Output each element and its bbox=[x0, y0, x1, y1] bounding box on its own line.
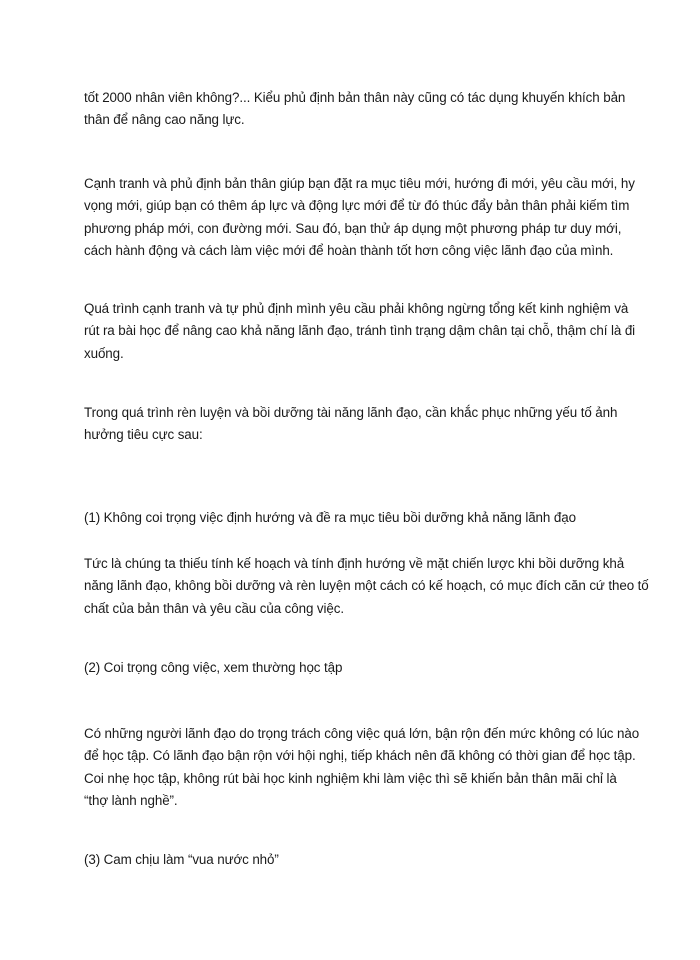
paragraph-self-negation bbox=[84, 87, 624, 132]
text-line: Tức là chúng ta thiếu tính kế hoạch và tính định hướng về mặt chiến lược khi bồi dưỡng khả bbox=[84, 556, 625, 571]
paragraph-item-1-detail bbox=[84, 553, 649, 620]
text-line: thân để nâng cao năng lực. bbox=[84, 112, 245, 128]
text-line: “thợ lành nghề”. bbox=[84, 792, 178, 808]
text-line: (3) Cam chịu làm “vua nước nhỏ” bbox=[84, 852, 279, 867]
text-line: Trong quá trình rèn luyện và bồi dưỡng tài năng lãnh đạo, cần khắc phục những yếu tố ảnh bbox=[84, 405, 618, 420]
text-line: xuống. bbox=[84, 345, 124, 361]
heading-item-3 bbox=[84, 849, 624, 871]
text-line: tốt 2000 nhân viên không?... Kiểu phủ định bản thân này cũng có tác dụng khuyến khích bản bbox=[84, 90, 626, 105]
text-line: (2) Coi trọng công việc, xem thường học tập bbox=[84, 660, 343, 675]
paragraph-item-2-detail bbox=[84, 723, 640, 812]
text-line: chất của bản thân và yêu cầu của công việc. bbox=[84, 600, 344, 616]
text-line: rút ra bài học để nâng cao khả năng lãnh đạo, tránh tình trạng dậm chân tại chỗ, thậm chí là đi bbox=[84, 323, 636, 339]
paragraph-negative-factors bbox=[84, 402, 624, 447]
paragraph-experience bbox=[84, 298, 636, 365]
text-line: phương pháp mới, con đường mới. Sau đó, bạn thử áp dụng một phương pháp tư duy mới, bbox=[84, 220, 622, 236]
text-line: cách hành động và cách làm việc mới để hoàn thành tốt hơn công việc lãnh đạo của mình. bbox=[84, 242, 614, 258]
text-line: Cạnh tranh và phủ định bản thân giúp bạn đặt ra mục tiêu mới, hướng đi mới, yêu cầu mới, hy bbox=[84, 176, 635, 191]
text-line: Coi nhẹ học tập, không rút bài học kinh nghiệm khi làm việc thì sẽ khiến bản thân mãi chỉ là bbox=[84, 770, 617, 786]
text-line: vọng mới, giúp bạn có thêm áp lực và động lực mới để từ đó thúc đẩy bản thân phải kiếm tìm bbox=[84, 198, 630, 214]
text-line: Có những người lãnh đạo do trọng trách công việc quá lớn, bận rộn đến mức không có lúc nào bbox=[84, 726, 640, 741]
heading-item-2 bbox=[84, 657, 624, 679]
text-line: để học tập. Có lãnh đạo bận rộn với hội nghị, tiếp khách nên đã không có thời gian để học tập. bbox=[84, 748, 636, 764]
text-line: năng lãnh đạo, không bồi dưỡng và rèn luyện một cách có kế hoạch, có mục đích căn cứ theo tố bbox=[84, 578, 649, 594]
paragraph-competition bbox=[84, 173, 635, 262]
text-line: Quá trình cạnh tranh và tự phủ định mình yêu cầu phải không ngừng tổng kết kinh nghiệm và bbox=[84, 301, 629, 316]
heading-item-1 bbox=[84, 507, 624, 529]
text-line: hưởng tiêu cực sau: bbox=[84, 427, 203, 443]
text-line: (1) Không coi trọng việc định hướng và đề ra mục tiêu bồi dưỡng khả năng lãnh đạo bbox=[84, 510, 576, 525]
